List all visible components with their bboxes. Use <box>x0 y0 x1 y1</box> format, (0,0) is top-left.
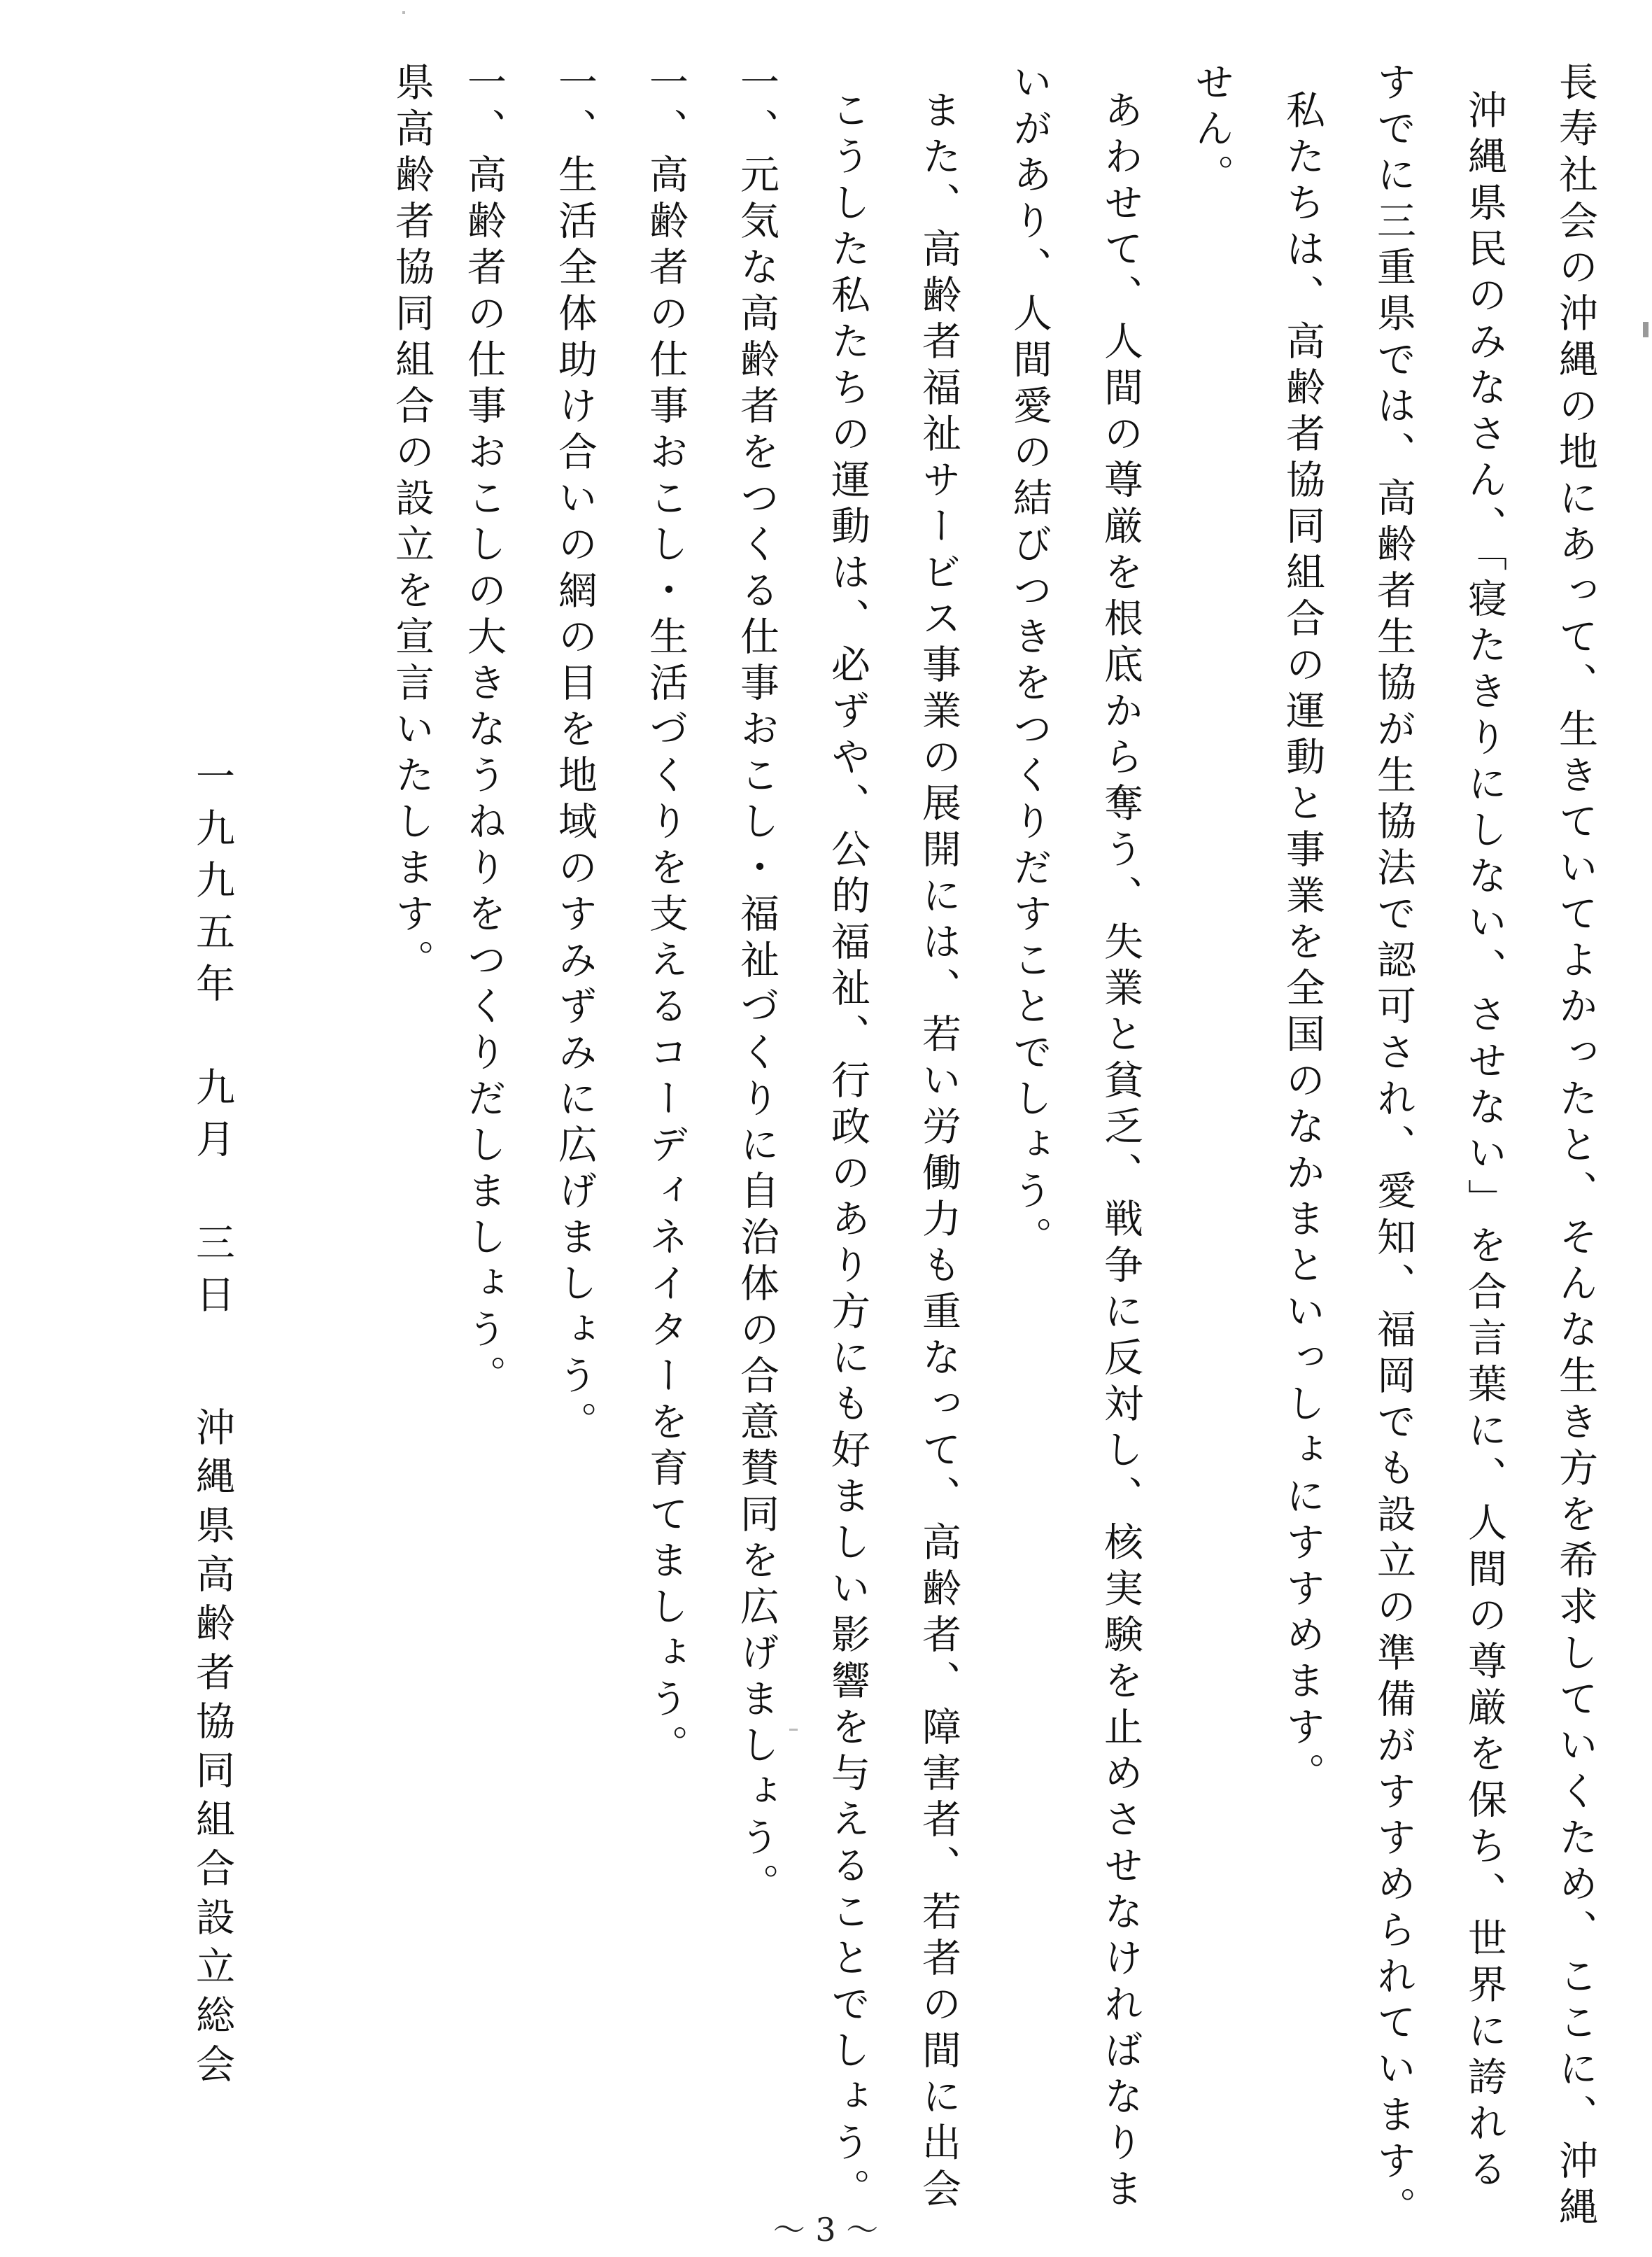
scan-mark <box>1643 322 1649 337</box>
declaration-line-1: 一、高齢者の仕事おこしの大きなうねりをつくりだしましょう。 <box>461 62 507 1401</box>
scan-speck <box>402 11 405 14</box>
body-paragraph-2-line-2: いがあり、人間愛の結びつきをつくりだすことでしょう。 <box>1007 62 1052 1263</box>
declaration-line-3: 一、高齢者の仕事おこし・生活づくりを支えるコーディネイターを育てましょう。 <box>643 62 689 1771</box>
page-number: ～ 3 ～ <box>772 2211 879 2249</box>
body-paragraph-6-line-1: 沖縄県民のみなさん、「寝たきりにしない、させない」を合言葉に、人間の尊厳を保ち、世界に誇れる <box>1462 90 1507 2195</box>
body-paragraph-3-line-2: せん。 <box>1189 62 1234 200</box>
body-paragraph-6-line-3: 県高齢者協同組合の設立を宣言いたします。 <box>389 62 435 985</box>
organization-signature: 沖縄県高齢者協同組合設立総会 <box>190 1407 235 2093</box>
declaration-line-2: 一、生活全体助け合いの網の目を地域のすみずみに広げましょう。 <box>552 62 598 1447</box>
body-paragraph-1: こうした私たちの運動は、必ずや、公的福祉、行政のあり方にも好ましい影響を与えることでしょう。 <box>825 90 870 2214</box>
body-paragraph-4: 私たちは、高齢者協同組合の運動と事業を全国のなかまといっしょにすすめます。 <box>1280 90 1325 1799</box>
body-paragraph-5: すでに三重県では、高齢者生協が生協法で認可され、愛知、福岡でも設立の準備がすすめられています。 <box>1371 62 1416 2233</box>
body-paragraph-3-line-1: あわせて、人間の尊厳を根底から奪う、失業と貧乏、戦争に反対し、核実験を止めさせなければなりま <box>1098 90 1143 2214</box>
scan-speck-2 <box>789 1729 798 1731</box>
declaration-line-4: 一、元気な高齢者をつくる仕事おこし・福祉づくりに自治体の合意賛同を広げましょう。 <box>734 62 779 1909</box>
body-paragraph-2-line-1: また、高齢者福祉サービス事業の展開には、若い労働力も重なって、高齢者、障害者、若者の間に出会 <box>916 90 961 2214</box>
declaration-date: 一九九五年 九月 三日 <box>190 756 235 1326</box>
body-paragraph-6-line-2: 長寿社会の沖縄の地にあって、生きていてよかったと、そんな生き方を希求していくため、ここに、沖縄 <box>1553 62 1598 2233</box>
